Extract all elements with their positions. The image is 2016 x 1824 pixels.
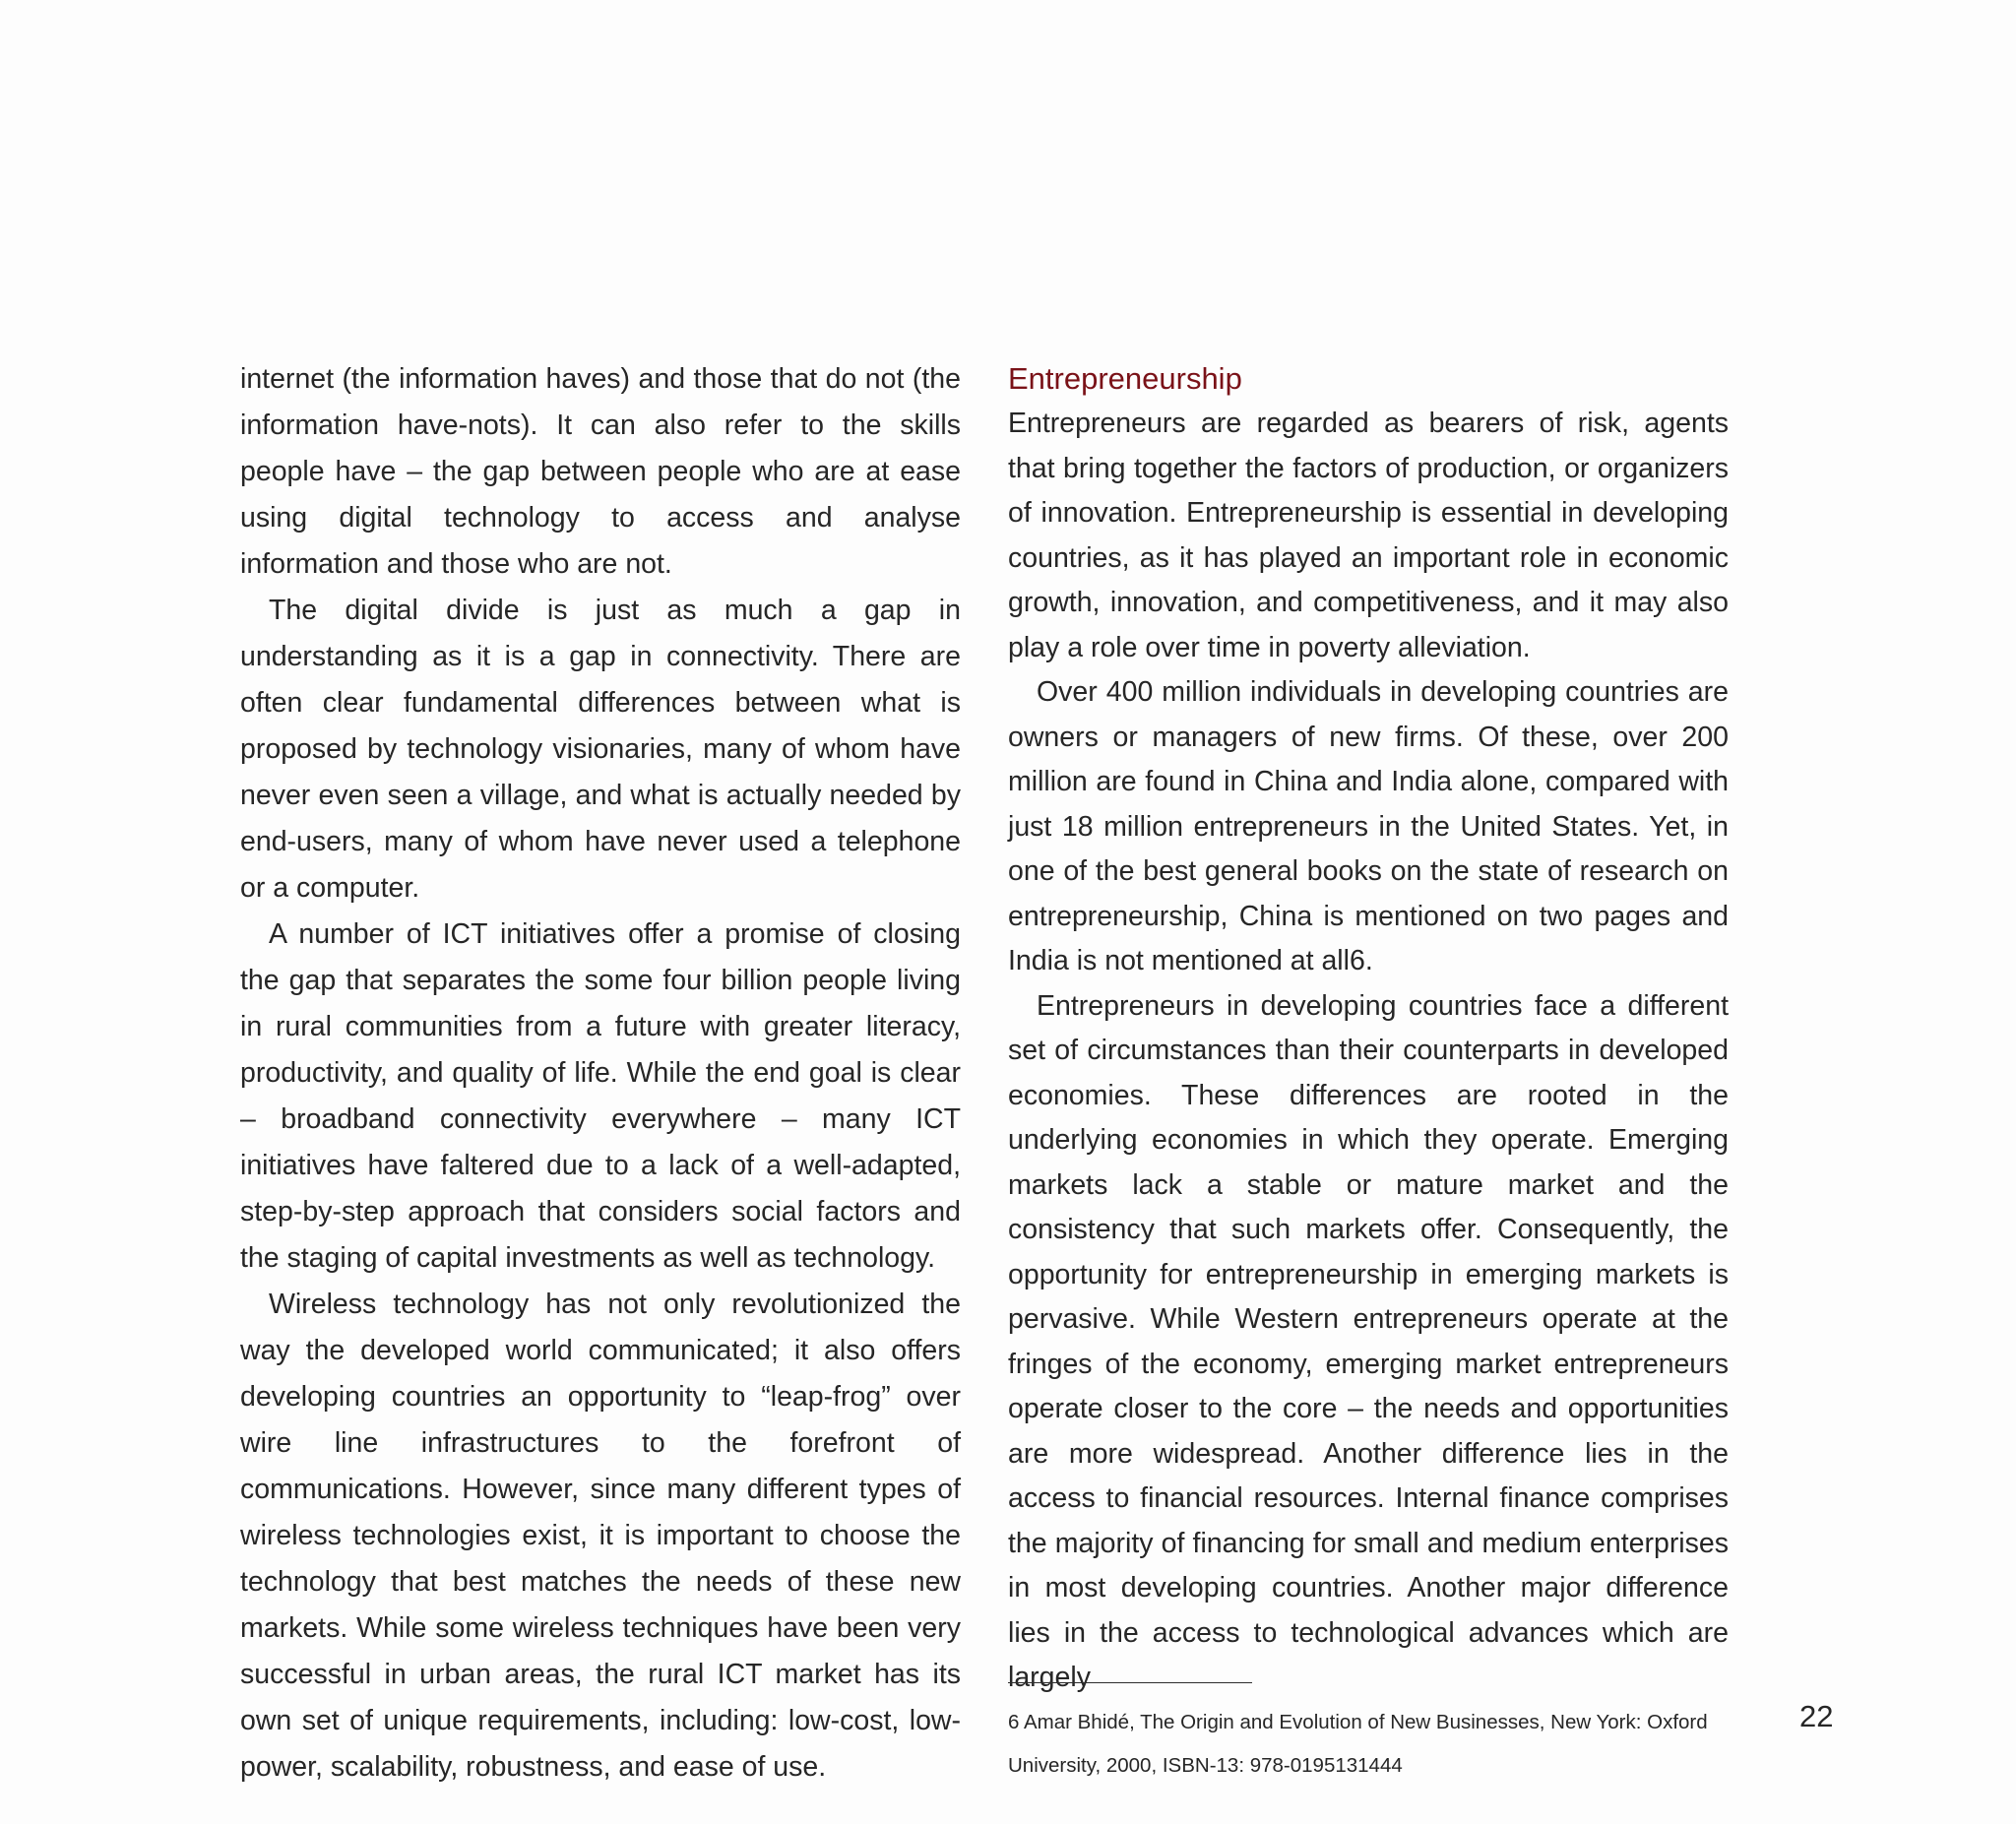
- footnote-separator: [1008, 1682, 1252, 1683]
- page-number: 22: [1799, 1699, 1834, 1733]
- body-paragraph: Wireless technology has not only revolutionized the way the developed world communicated; it also offers developing countries an opportunity to “leap-frog” over wire line infrastructures to the forefront of communications. However, since many different types of wireless technologies exist, it is important to choose the technology that best matches the needs of these new markets. While some wireless techniques have been very successful in urban areas, the rural ICT market has its own set of unique requirements, including: low-cost, low-power, scalability, robustness, and ease of use.: [240, 1289, 961, 1783]
- body-paragraph: The digital divide is just as much a gap in understanding as it is a gap in connectivity. There are often clear fundamental differences between what is proposed by technology visionaries, many of whom have never even seen a village, and what is actually needed by end-users, many of whom have never used a telephone or a computer.: [240, 595, 961, 904]
- body-paragraph: Entrepreneurs are regarded as bearers of risk, agents that bring together the factors of production, or organizers of innovation. Entrepreneurship is essential in developing countries, as it has played an important role in economic growth, innovation, and competitiveness, and it may also play a role over time in poverty alleviation.: [1008, 408, 1729, 663]
- section-heading: Entrepreneurship: [1008, 361, 1242, 396]
- right-column: [1008, 356, 1729, 1788]
- body-paragraph: internet (the information haves) and those that do not (the information have-nots). It can also refer to the skills people have – the gap between people who are at ease using digital technology to access and analyse information and those who are not.: [240, 363, 961, 580]
- left-column: [240, 356, 961, 1791]
- body-paragraph: Entrepreneurs in developing countries face a different set of circumstances than their counterparts in developed economies. These differences are rooted in the underlying economies in which they operate. Emerging markets lack a stable or mature market and the consistency that such markets offer. Consequently, the opportunity for entrepreneurship in emerging markets is pervasive. While Western entrepreneurs operate at the fringes of the economy, emerging market entrepreneurs operate closer to the core – the needs and opportunities are more widespread. Another difference lies in the access to financial resources. Internal finance comprises the majority of financing for small and medium enterprises in most developing countries. Another major difference lies in the access to technological advances which are largely: [1008, 989, 1729, 1693]
- body-paragraph: Over 400 million individuals in developing countries are owners or managers of new firms. Of these, over 200 million are found in China and India alone, compared with just 18 million entrepreneurs in the United States. Yet, in one of the best general books on the state of research on entrepreneurship, China is mentioned on two pages and India is not mentioned at all6.: [1008, 676, 1729, 976]
- body-paragraph: A number of ICT initiatives offer a promise of closing the gap that separates the some four billion people living in rural communities from a future with greater literacy, productivity, and quality of life. While the end goal is clear – broadband connectivity everywhere – many ICT initiatives have faltered due to a lack of a well-adapted, step-by-step approach that considers social factors and the staging of capital investments as well as technology.: [240, 918, 961, 1274]
- footnote: 6 Amar Bhidé, The Origin and Evolution of New Businesses, New York: Oxford University, 2000, ISBN-13: 978-0195131444: [1008, 1710, 1708, 1777]
